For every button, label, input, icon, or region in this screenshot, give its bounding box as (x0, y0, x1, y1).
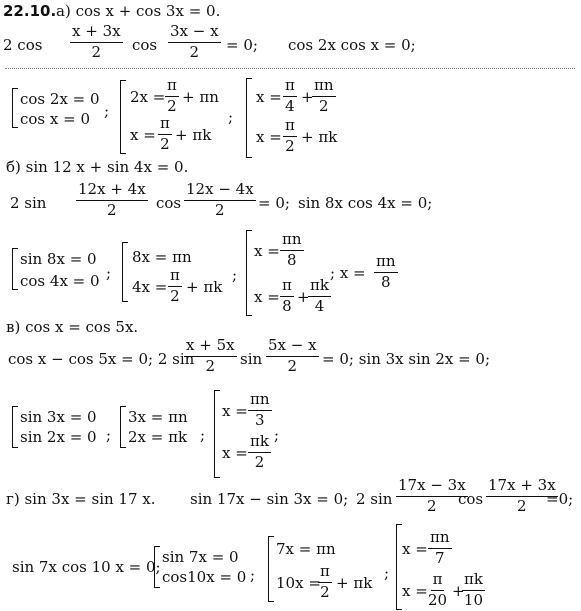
sys-row: cos10x = 0 (162, 568, 247, 586)
frac-den: 2 (167, 96, 177, 115)
sys-row: + πk (336, 574, 373, 592)
sys-row: 8x = πn (132, 248, 192, 266)
sys-row: 3x = πn (128, 408, 188, 426)
frac-num: πn (428, 530, 452, 549)
system-bracket (122, 242, 128, 302)
frac (280, 278, 294, 315)
frac-den: 2 (254, 452, 265, 471)
part-g-2sin: 2 sin (356, 490, 393, 508)
frac-den: 4 (285, 96, 295, 115)
part-b-result: sin 8x cos 4x = 0; (298, 194, 433, 212)
system-bracket (12, 406, 18, 448)
frac-den: 8 (286, 250, 297, 269)
frac-num: 3x − x (168, 24, 221, 43)
sys-row: x = (254, 242, 280, 260)
frac-num: πk (248, 434, 271, 453)
sys-row: x = (402, 540, 428, 558)
part-v-line2b: = 0; sin 3x sin 2x = 0; (322, 350, 491, 368)
system-bracket (12, 88, 18, 128)
sys-end: ; (274, 426, 280, 444)
part-b-eq: = 0; (258, 194, 290, 212)
part-g-title: г) sin 3x = sin 17 x. (6, 490, 156, 508)
frac-den: 8 (282, 296, 292, 315)
frac (312, 78, 336, 115)
part-b-final: ; x = (330, 264, 366, 282)
system-bracket (246, 230, 252, 316)
separator: ; (200, 426, 206, 444)
frac (396, 478, 468, 515)
frac (308, 278, 331, 315)
frac (374, 254, 398, 291)
frac-num: πn (374, 254, 398, 273)
frac-num: x + 3x (70, 24, 123, 43)
part-g-eq: =0; (546, 490, 574, 508)
sys-row: 2x = πk (128, 428, 188, 446)
sys-row: x = (222, 444, 248, 462)
frac-den: 7 (434, 548, 445, 567)
separator: ; (106, 426, 112, 444)
sys-row: sin 7x = 0 (162, 548, 239, 566)
frac-den: 2 (318, 96, 329, 115)
part-v-title: в) cos x = cos 5x. (6, 318, 139, 336)
frac (462, 572, 485, 609)
frac-den: 2 (215, 200, 225, 219)
frac-num: πk (462, 572, 485, 591)
frac-den: 2 (107, 200, 117, 219)
frac (165, 78, 179, 115)
frac (168, 268, 182, 305)
part-v-line2: cos x − cos 5x = 0; 2 sin (8, 350, 195, 368)
system-bracket (154, 546, 160, 588)
frac-den: 2 (320, 582, 330, 601)
frac (283, 78, 297, 115)
frac (184, 182, 256, 219)
part-a-title: а) cos x + cos 3x = 0. (56, 2, 221, 20)
frac (428, 572, 447, 609)
part-b-title: б) sin 12 x + sin 4x = 0. (6, 158, 189, 176)
separator: ; (106, 264, 112, 282)
frac-den: 2 (285, 136, 295, 155)
part-a-result: cos 2x cos x = 0; (288, 36, 416, 54)
frac-den: 2 (427, 496, 437, 515)
part-g-line2: sin 7x cos 10 x = 0; (12, 558, 161, 576)
frac-den: 2 (189, 42, 200, 61)
frac-den: 2 (91, 42, 102, 61)
divider (5, 68, 575, 69)
sys-row: + πk (175, 126, 212, 144)
part-b-cos: cos (156, 194, 182, 212)
part-g-cos: cos (458, 490, 484, 508)
frac-num: π (280, 278, 294, 297)
sys-row: x = (256, 128, 282, 146)
sys-row: 10x = (276, 574, 321, 592)
frac-num: π (158, 116, 172, 135)
frac-num: πk (308, 278, 331, 297)
frac-den: 2 (160, 134, 170, 153)
system-bracket (120, 406, 126, 448)
frac-den: 20 (428, 590, 448, 609)
frac (184, 338, 237, 375)
part-a-2cos: 2 cos (3, 36, 43, 54)
system-bracket (268, 536, 274, 602)
frac-den: 8 (380, 272, 391, 291)
sys-row: + (297, 288, 310, 306)
part-a-frac1 (70, 24, 123, 61)
system-bracket (12, 248, 18, 290)
sys-row: sin 8x = 0 (20, 250, 97, 268)
frac-num: π (283, 78, 297, 97)
system-bracket (246, 78, 252, 158)
frac (76, 182, 148, 219)
sys-row: 4x = (132, 278, 168, 296)
frac-den: 2 (170, 286, 180, 305)
system-bracket (120, 80, 126, 154)
part-a-frac2 (168, 24, 221, 61)
frac-den: 4 (314, 296, 325, 315)
frac-den: 2 (205, 356, 216, 375)
sys-row: sin 2x = 0 (20, 428, 97, 446)
frac (266, 338, 319, 375)
separator: ; (384, 564, 390, 582)
sys-row: x = (222, 402, 248, 420)
frac (248, 434, 271, 471)
sys-row: cos 2x = 0 (20, 90, 100, 108)
system-bracket (214, 390, 220, 478)
frac-num: 12x − 4x (184, 182, 256, 201)
frac-num: πn (280, 232, 304, 251)
sys-row: 2x = (130, 88, 166, 106)
frac (283, 118, 297, 155)
frac-num: 17x − 3x (396, 478, 468, 497)
sys-row: x = (402, 582, 428, 600)
sys-row: sin 3x = 0 (20, 408, 97, 426)
frac-num: π (431, 572, 445, 591)
frac (280, 232, 304, 269)
sys-row: 7x = πn (276, 540, 336, 558)
frac-num: πn (312, 78, 336, 97)
frac (248, 392, 272, 429)
part-v-sin: sin (240, 350, 263, 368)
frac-num: π (165, 78, 179, 97)
frac-den: 3 (254, 410, 265, 429)
frac-den: 10 (463, 590, 484, 609)
part-g-mid: sin 17x − sin 3x = 0; (190, 490, 349, 508)
separator: ; (104, 102, 110, 120)
sys-row: + πn (182, 88, 219, 106)
frac-num: π (318, 564, 332, 583)
frac (428, 530, 452, 567)
sys-row: + (301, 88, 314, 106)
sys-row: + (452, 582, 465, 600)
sys-row: + πk (186, 278, 223, 296)
frac-num: 5x − x (266, 338, 319, 357)
frac-num: 12x + 4x (76, 182, 148, 201)
part-b-2sin: 2 sin (10, 194, 47, 212)
part-a-eq: = 0; (226, 36, 258, 54)
part-a-cos: cos (132, 36, 158, 54)
sys-row: x = (254, 288, 280, 306)
frac-num: π (168, 268, 182, 287)
frac (318, 564, 332, 601)
sys-row: + πk (301, 128, 338, 146)
sys-row: x = (130, 126, 156, 144)
separator: ; (250, 566, 256, 584)
problem-number: 22.10. (3, 2, 57, 20)
frac-num: πn (248, 392, 272, 411)
separator: ; (232, 266, 238, 284)
sys-row: cos 4x = 0 (20, 272, 100, 290)
frac-den: 2 (517, 496, 527, 515)
frac-num: x + 5x (184, 338, 237, 357)
frac-num: π (283, 118, 297, 137)
frac-num: 17x + 3x (486, 478, 558, 497)
separator: ; (228, 108, 234, 126)
frac (158, 116, 172, 153)
sys-row: cos x = 0 (20, 110, 91, 128)
frac-den: 2 (287, 356, 298, 375)
sys-row: x = (256, 88, 282, 106)
